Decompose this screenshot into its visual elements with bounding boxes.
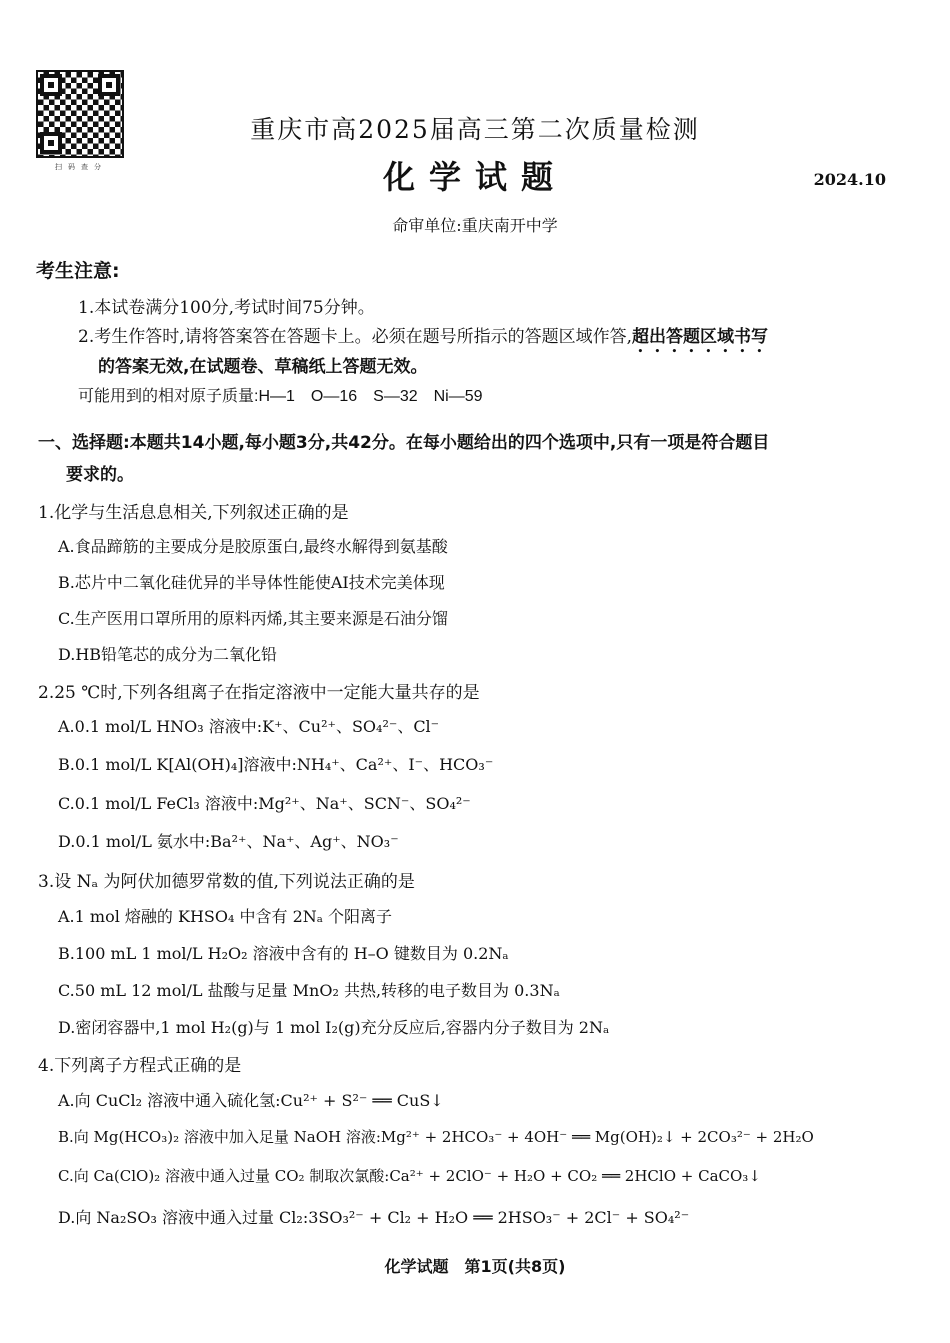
question-2-option-c: C.0.1 mol/L FeCl₃ 溶液中:Mg²⁺、Na⁺、SCN⁻、SO₄²⁻	[58, 794, 471, 813]
question-4-stem: 4.下列离子方程式正确的是	[38, 1056, 242, 1076]
question-2-option-b: B.0.1 mol/L K[Al(OH)₄]溶液中:NH₄⁺、Ca²⁺、I⁻、HCO₃⁻	[58, 755, 494, 774]
subject-title: 化学试题	[382, 158, 567, 196]
notice-title: 考生注意:	[36, 260, 120, 282]
question-4-option-d: D.向 Na₂SO₃ 溶液中通入过量 Cl₂:3SO₃²⁻ + Cl₂ + H₂O ══ 2HSO₃⁻ + 2Cl⁻ + SO₄²⁻	[58, 1208, 690, 1227]
question-3-option-a: A.1 mol 熔融的 KHSO₄ 中含有 2Nₐ 个阳离子	[58, 907, 393, 926]
question-4-option-b: B.向 Mg(HCO₃)₂ 溶液中加入足量 NaOH 溶液:Mg²⁺ + 2HCO₃⁻ + 4OH⁻ ══ Mg(OH)₂↓ + 2CO₃²⁻ + 2H₂O	[58, 1128, 814, 1146]
atomic-masses: 可能用到的相对原子质量:H—1 O—16 S—32 Ni—59	[78, 388, 483, 405]
question-3-option-c: C.50 mL 12 mol/L 盐酸与足量 MnO₂ 共热,转移的电子数目为 0.3Nₐ	[58, 981, 560, 1000]
notice-item-2-continued: 的答案无效,在试题卷、草稿纸上答题无效。	[98, 357, 428, 377]
question-1-stem: 1.化学与生活息息相关,下列叙述正确的是	[38, 503, 349, 523]
section-header-line-2: 要求的。	[66, 465, 134, 485]
exam-date: 2024.10	[813, 170, 886, 189]
qr-finder-top-left	[40, 74, 62, 96]
question-2-option-d: D.0.1 mol/L 氨水中:Ba²⁺、Na⁺、Ag⁺、NO₃⁻	[58, 832, 399, 851]
question-1-option-a: A.食品蹄筋的主要成分是胶原蛋白,最终水解得到氨基酸	[58, 537, 448, 556]
question-4-option-c: C.向 Ca(ClO)₂ 溶液中通入过量 CO₂ 制取次氯酸:Ca²⁺ + 2ClO⁻ + H₂O + CO₂ ══ 2HClO + CaCO₃↓	[58, 1167, 761, 1185]
qr-finder-top-right	[98, 74, 120, 96]
page-footer: 化学试题 第1页(共8页)	[384, 1257, 566, 1276]
exam-name: 重庆市高2025届高三第二次质量检测	[250, 115, 700, 144]
question-4-option-a: A.向 CuCl₂ 溶液中通入硫化氢:Cu²⁺ + S²⁻ ══ CuS↓	[58, 1091, 444, 1110]
question-3-stem: 3.设 Nₐ 为阿伏加德罗常数的值,下列说法正确的是	[38, 872, 415, 892]
notice-item-2-emphasis: 超出答题区域书写	[632, 327, 769, 347]
issuer: 命审单位:重庆南开中学	[392, 216, 558, 235]
question-3-option-d: D.密闭容器中,1 mol H₂(g)与 1 mol I₂(g)充分反应后,容器内分子数目为 2Nₐ	[58, 1018, 610, 1037]
qr-caption: 扫码查分	[55, 163, 107, 171]
notice-item-2-text: 2.考生作答时,请将答案答在答题卡上。必须在题号所指示的答题区域作答,	[78, 327, 633, 347]
question-1-option-d: D.HB铅笔芯的成分为二氧化铅	[58, 645, 278, 664]
question-1-option-b: B.芯片中二氧化硅优异的半导体性能使AI技术完美体现	[58, 573, 445, 592]
question-1-option-c: C.生产医用口罩所用的原料丙烯,其主要来源是石油分馏	[58, 609, 448, 628]
section-header	[38, 427, 918, 491]
question-3-option-b: B.100 mL 1 mol/L H₂O₂ 溶液中含有的 H–O 键数目为 0.2Nₐ	[58, 944, 509, 963]
notice-item-1: 1.本试卷满分100分,考试时间75分钟。	[78, 298, 375, 318]
question-2-stem: 2.25 ℃时,下列各组离子在指定溶液中一定能大量共存的是	[38, 683, 480, 703]
question-2-option-a: A.0.1 mol/L HNO₃ 溶液中:K⁺、Cu²⁺、SO₄²⁻、Cl⁻	[58, 717, 440, 736]
section-header-line-1: 一、选择题:本题共14小题,每小题3分,共42分。在每小题给出的四个选项中,只有一项是符合题目	[38, 433, 770, 453]
